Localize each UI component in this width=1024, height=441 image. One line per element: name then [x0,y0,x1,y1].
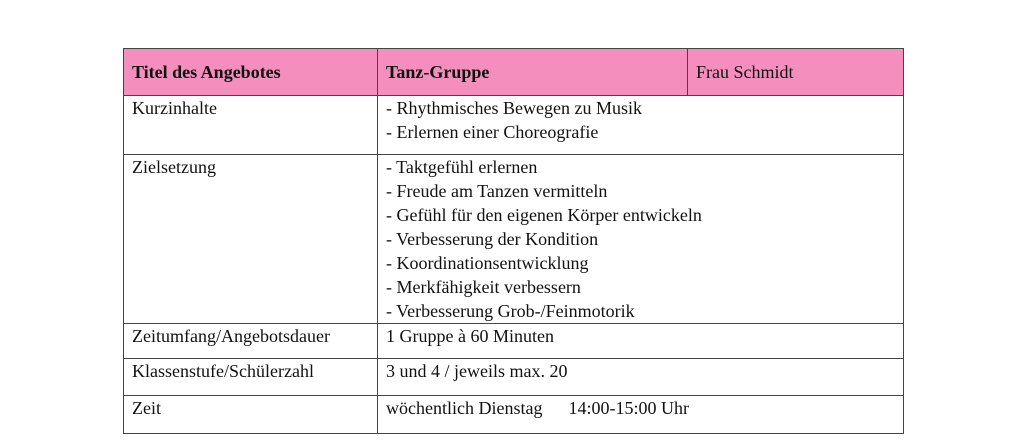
row-value: 1 Gruppe à 60 Minuten [378,324,904,359]
list-item: - Rhythmisches Bewegen zu Musik [386,98,642,118]
list-item: - Freude am Tanzen vermitteln [386,181,608,201]
weekday-text: wöchentlich Dienstag [386,398,543,418]
row-label: Kurzinhalte [124,96,378,155]
row-value: 3 und 4 / jeweils max. 20 [378,359,904,396]
row-value [378,396,904,434]
table-row-klassenstufe [124,359,904,396]
time-text: 14:00-15:00 Uhr [568,398,689,418]
list-item: - Erlernen einer Choreografie [386,122,599,142]
row-label: Zeitumfang/Angebotsdauer [124,324,378,359]
row-label: Zielsetzung [124,155,378,324]
list-item: - Verbesserung Grob-/Feinmotorik [386,301,635,321]
offer-table [123,48,904,434]
table-row-zielsetzung [124,155,904,324]
list-item: - Gefühl für den eigenen Körper entwickeln [386,205,702,225]
row-content [378,96,904,155]
table-row-zeit [124,396,904,434]
teacher-cell: Frau Schmidt [688,49,904,96]
list-item: - Koordinationsentwicklung [386,253,589,273]
table-row-kurzinhalte [124,96,904,155]
title-value-cell: Tanz-Gruppe [378,49,688,96]
table-row-zeitumfang [124,324,904,359]
list-item: - Verbesserung der Kondition [386,229,599,249]
row-label: Klassenstufe/Schülerzahl [124,359,378,396]
table-header-row [124,49,904,96]
list-item: - Taktgefühl erlernen [386,157,538,177]
row-content [378,155,904,324]
title-label-cell: Titel des Angebotes [124,49,378,96]
row-label: Zeit [124,396,378,434]
list-item: - Merkfähigkeit verbessern [386,277,581,297]
